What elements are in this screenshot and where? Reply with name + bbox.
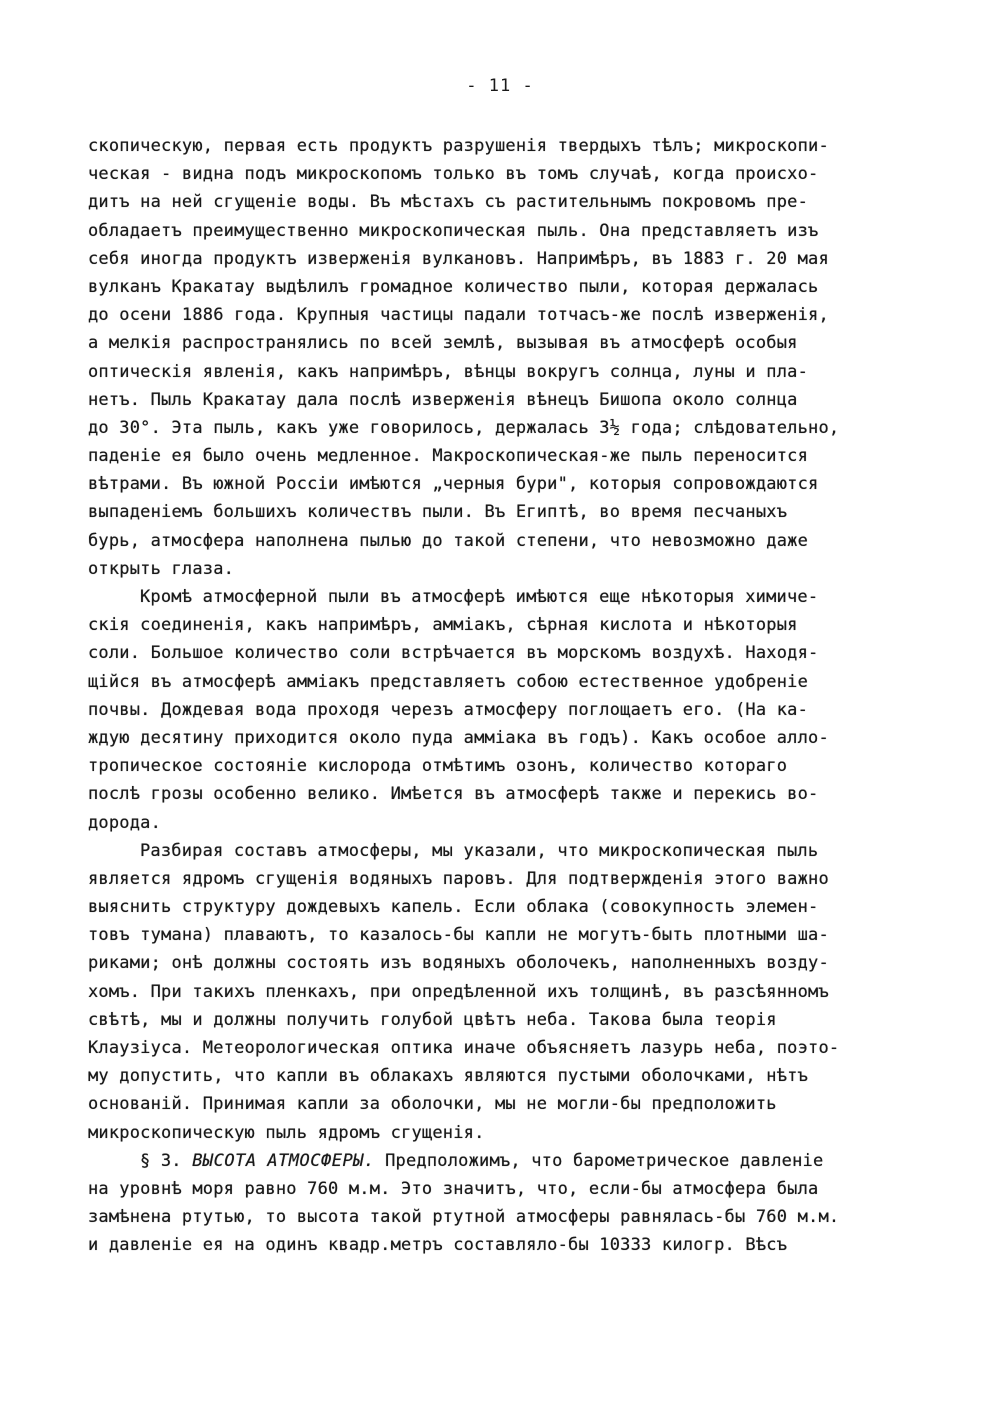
text-line: тропическое состояніе кислорода отмѣтимъ озонъ, количество котораго [88, 756, 788, 777]
text-line: и давленіе ея на одинъ квадр.метръ составляло-бы 10333 килогр. Вѣсъ [88, 1235, 788, 1256]
text-line: Клаузіуса. Метеорологическая оптика иначе объясняетъ лазурь неба, поэто- [88, 1038, 840, 1058]
text-line: му допустить, что капли въ облакахъ являются пустыми оболочками, нѣтъ [88, 1066, 809, 1087]
text-line: оптическія явленія, какъ напримѣръ, вѣнцы вокругъ солнца, луны и пла- [88, 361, 809, 382]
paragraph-2 [88, 583, 918, 837]
text-line: дорода. [88, 812, 162, 833]
text-line: является ядромъ сгущенія водяныхъ паровъ. Для подтвержденія этого важно [88, 868, 829, 889]
text-line: скія соединенія, какъ напримѣръ, аммiакъ, сѣрная кислота и нѣкоторыя [88, 615, 798, 636]
text-line: обладаетъ преимущественно микроскопическая пыль. Она представляетъ изъ [88, 220, 819, 241]
text-line: ческая - видна подъ микроскопомъ только въ томъ случаѣ, когда происхо- [88, 164, 819, 185]
text-line: микроскопическую пыль ядромъ сгущенія. [88, 1122, 485, 1143]
text-line: до осени 1886 года. Крупныя частицы падали тотчасъ-же послѣ изверженія, [88, 305, 829, 326]
text-line: вулканъ Кракатау выдѣлилъ громадное количество пыли, которая держалась [88, 276, 819, 297]
section-title: ВЫСОТА АТМОСФЕРЫ. [192, 1150, 375, 1171]
paragraph-3 [88, 837, 918, 1147]
text-line: Кромѣ атмосферной пыли въ атмосферѣ имѣются еще нѣкоторыя химиче- [140, 587, 819, 607]
body-text [88, 132, 918, 1260]
text-line: а мелкія распространялись по всей землѣ, вызывая въ атмосферѣ особыя [88, 333, 798, 354]
text-fragment: Предположимъ, что барометрическое давленіе [374, 1150, 824, 1171]
text-line: себя иногда продуктъ изверженія вулкановъ. Напримѣръ, въ 1883 г. 20 мая [88, 248, 829, 269]
text-line: хомъ. При такихъ пленкахъ, при опредѣленной ихъ толщинѣ, въ разсѣянномъ [88, 981, 829, 1002]
text-line: щійся въ атмосферѣ аммiакъ представляетъ собою естественное удобреніе [88, 671, 809, 692]
text-line: риками; онѣ должны состоять изъ водяныхъ оболочекъ, наполненныхъ возду- [88, 953, 829, 974]
text-line: бурь, атмосфера наполнена пылью до такой степени, что невозможно даже [88, 530, 809, 551]
text-line: дитъ на ней сгущеніе воды. Въ мѣстахъ съ растительнымъ покровомъ пре- [88, 192, 809, 213]
text-line: выяснить структуру дождевыхъ капель. Если облака (совокупность элемен- [88, 897, 819, 918]
text-line: скопическую, первая есть продуктъ разрушенія твердыхъ тѣлъ; микроскопи- [88, 136, 829, 156]
text-line: почвы. Дождевая вода проходя черезъ атмосферу поглощаетъ его. (На ка- [88, 699, 809, 720]
text-line: Разбирая составъ атмосферы, мы указали, что микроскопическая пыль [140, 840, 819, 861]
text-line: выпаденіемъ большихъ количествъ пыли. Въ Египтѣ, во время песчаныхъ [88, 502, 788, 523]
section-label: § 3. [140, 1150, 182, 1171]
text-line: паденіе ея было очень медленное. Макроскопическая-же пыль переносится [88, 446, 809, 467]
section-3 [88, 1147, 918, 1260]
section-first-line [88, 1147, 918, 1175]
text-line: нетъ. Пыль Кракатау дала послѣ изверженія вѣнецъ Бишопа около солнца [88, 389, 798, 410]
paragraph-1 [88, 132, 918, 583]
text-line: ждую десятину приходится около пуда аммiака въ годъ). Какъ особое алло- [88, 727, 829, 748]
text-line: товъ тумана) плаваютъ, то казалось-бы капли не могутъ-быть плотными ша- [88, 925, 829, 946]
text-line: замѣнена ртутью, то высота такой ртутной атмосферы равнялась-бы 760 м.м. [88, 1207, 840, 1228]
text-line: свѣтѣ, мы и должны получить голубой цвѣтъ неба. Такова была теорія [88, 1009, 777, 1030]
page-number: - 11 - [466, 76, 534, 96]
text-line: вѣтрами. Въ южной Россіи имѣются „черныя бури", которыя сопровождаются [88, 474, 819, 495]
text-line: соли. Большое количество соли встрѣчается въ морскомъ воздухѣ. Находя- [88, 643, 819, 664]
text-line: основаній. Принимая капли за оболочки, мы не могли-бы предположить [88, 1094, 777, 1115]
text-line: послѣ грозы особенно велико. Имѣется въ атмосферѣ также и перекись во- [88, 784, 819, 805]
text-line: до 30°. Эта пыль, какъ уже говорилось, держалась 3½ года; слѣдовательно, [88, 417, 840, 438]
text-line: на уровнѣ моря равно 760 м.м. Это значитъ, что, если-бы атмосфера была [88, 1178, 819, 1199]
text-line: открыть глаза. [88, 558, 235, 579]
